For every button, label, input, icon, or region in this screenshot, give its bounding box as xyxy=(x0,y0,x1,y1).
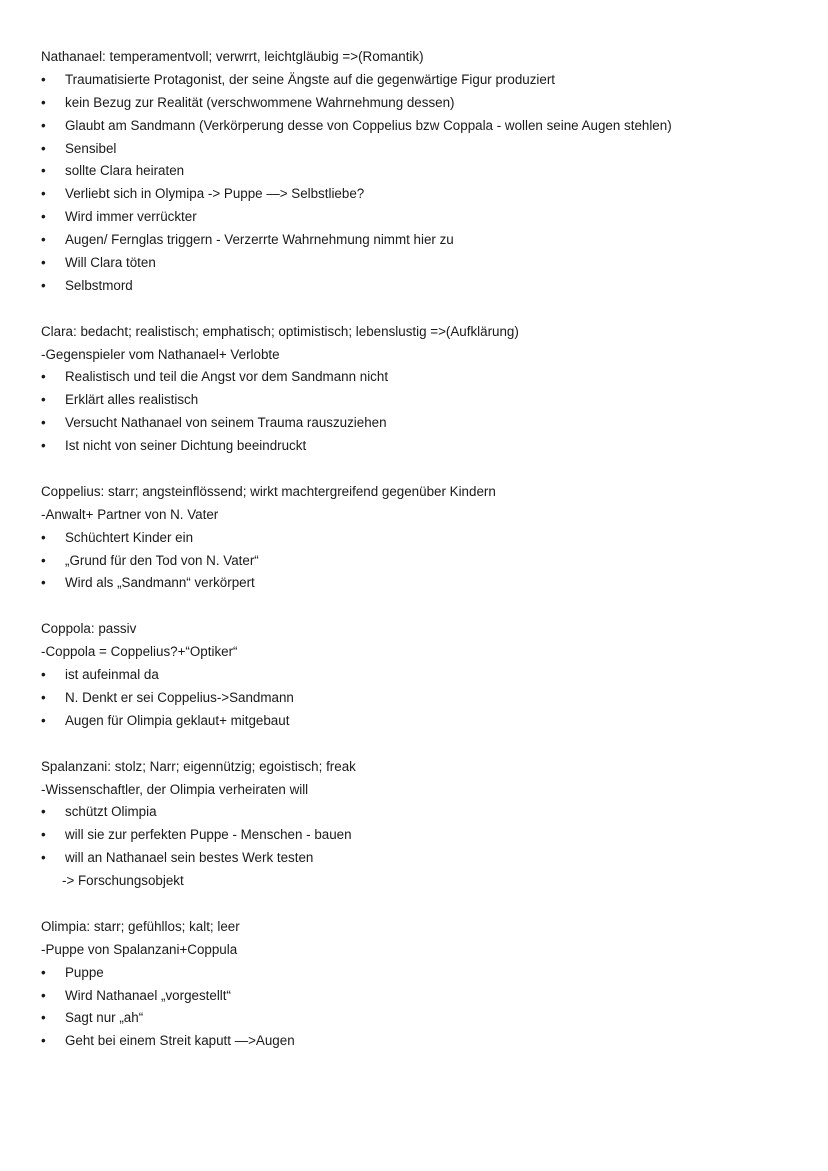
list-item-text: Selbstmord xyxy=(65,277,133,293)
list-item-text: Ist nicht von seiner Dichtung beeindruckt xyxy=(65,438,307,454)
list-item xyxy=(41,412,811,435)
bullet-icon: • xyxy=(41,117,46,133)
character-section-nathanael xyxy=(41,46,811,298)
list-item xyxy=(41,138,811,161)
list-item xyxy=(41,69,811,92)
list-item xyxy=(41,527,811,550)
section-subline: -Wissenschaftler, der Olimpia verheiraten will xyxy=(41,781,309,797)
list-item xyxy=(41,710,811,733)
bullet-icon: • xyxy=(41,186,46,202)
bullet-icon: • xyxy=(41,1033,46,1049)
list-item-text: Will Clara töten xyxy=(65,255,156,271)
bullet-icon: • xyxy=(41,415,46,431)
bullet-icon: • xyxy=(41,575,46,591)
bullet-icon: • xyxy=(41,369,46,385)
section-heading: Spalanzani: stolz; Narr; eigennützig; egoistisch; freak xyxy=(41,758,356,774)
list-item xyxy=(41,366,811,389)
bullet-icon: • xyxy=(41,438,46,454)
section-spacer xyxy=(41,595,811,618)
bullet-icon: • xyxy=(41,94,46,110)
list-item xyxy=(41,550,811,573)
bullet-icon: • xyxy=(41,277,46,293)
section-subline: -Puppe von Spalanzani+Coppula xyxy=(41,941,238,957)
bullet-icon: • xyxy=(41,209,46,225)
character-section-coppola xyxy=(41,618,811,732)
continuation-text: -> Forschungsobjekt xyxy=(62,873,184,889)
list-item xyxy=(41,801,811,824)
section-spacer xyxy=(41,893,811,916)
list-item xyxy=(41,1007,811,1030)
bullet-icon: • xyxy=(41,712,46,728)
list-item xyxy=(41,206,811,229)
list-item-text: Glaubt am Sandmann (Verkörperung desse von Coppelius bzw Coppala - wollen seine Augen stehlen) xyxy=(65,117,672,133)
list-item xyxy=(41,252,811,275)
list-item-text: Traumatisierte Protagonist, der seine Ängste auf die gegenwärtige Figur produziert xyxy=(65,71,556,87)
list-item-text: Wird als „Sandmann“ verkörpert xyxy=(65,575,255,591)
character-section-spalanzani xyxy=(41,756,811,893)
list-continuation xyxy=(41,870,811,893)
section-heading: Nathanael: temperamentvoll; verwrrt, leichtgläubig =>(Romantik) xyxy=(41,49,424,64)
bullet-icon: • xyxy=(41,552,46,568)
bullet-icon: • xyxy=(41,71,46,87)
section-subline: -Gegenspieler vom Nathanael+ Verlobte xyxy=(41,346,280,362)
list-item xyxy=(41,183,811,206)
bullet-icon: • xyxy=(41,987,46,1003)
bullet-icon: • xyxy=(41,850,46,866)
bullet-icon: • xyxy=(41,163,46,179)
bullet-icon: • xyxy=(41,140,46,156)
bullet-icon: • xyxy=(41,392,46,408)
bullet-icon: • xyxy=(41,804,46,820)
list-item-text: ist aufeinmal da xyxy=(65,667,159,683)
bullet-icon: • xyxy=(41,689,46,705)
list-item-text: Erklärt alles realistisch xyxy=(65,392,199,408)
list-item-text: N. Denkt er sei Coppelius->Sandmann xyxy=(65,689,294,705)
bullet-icon: • xyxy=(41,1010,46,1026)
list-item-text: Realistisch und teil die Angst vor dem Sandmann nicht xyxy=(65,369,389,385)
list-item xyxy=(41,92,811,115)
list-item-text: Versucht Nathanael von seinem Trauma rauszuziehen xyxy=(65,415,387,431)
list-item-text: „Grund für den Tod von N. Vater“ xyxy=(65,552,259,568)
list-item xyxy=(41,962,811,985)
list-item-text: sollte Clara heiraten xyxy=(65,163,185,179)
character-section-olimpia xyxy=(41,916,811,1053)
list-item xyxy=(41,664,811,687)
list-item-text: Wird Nathanael „vorgestellt“ xyxy=(65,987,231,1003)
document-body xyxy=(41,46,811,1053)
list-item xyxy=(41,160,811,183)
list-item xyxy=(41,572,811,595)
list-item-text: will an Nathanael sein bestes Werk testen xyxy=(65,850,314,866)
list-item-text: Sensibel xyxy=(65,140,117,156)
section-heading: Coppelius: starr; angsteinflössend; wirkt machtergreifend gegenüber Kindern xyxy=(41,483,496,499)
bullet-icon: • xyxy=(41,232,46,248)
list-item xyxy=(41,985,811,1008)
section-subline: -Anwalt+ Partner von N. Vater xyxy=(41,506,219,522)
list-item-text: kein Bezug zur Realität (verschwommene Wahrnehmung dessen) xyxy=(65,94,455,110)
character-section-coppelius xyxy=(41,481,811,595)
bullet-icon: • xyxy=(41,255,46,271)
list-item-text: Sagt nur „ah“ xyxy=(65,1010,144,1026)
bullet-icon: • xyxy=(41,667,46,683)
list-item xyxy=(41,275,811,298)
list-item xyxy=(41,1030,811,1053)
list-item-text: Augen für Olimpia geklaut+ mitgebaut xyxy=(65,712,290,728)
section-heading: Olimpia: starr; gefühllos; kalt; leer xyxy=(41,918,240,934)
list-item-text: Geht bei einem Streit kaputt —>Augen xyxy=(65,1033,295,1049)
character-section-clara xyxy=(41,321,811,458)
bullet-icon: • xyxy=(41,827,46,843)
list-item-text: Verliebt sich in Olymipa -> Puppe —> Selbstliebe? xyxy=(65,186,365,202)
list-item-text: Wird immer verrückter xyxy=(65,209,197,225)
list-item xyxy=(41,229,811,252)
section-spacer xyxy=(41,458,811,481)
section-subline: -Coppola = Coppelius?+“Optiker“ xyxy=(41,644,238,660)
bullet-icon: • xyxy=(41,964,46,980)
list-item xyxy=(41,824,811,847)
list-item-text: Puppe xyxy=(65,964,104,980)
list-item-text: schützt Olimpia xyxy=(65,804,157,820)
list-item-text: Augen/ Fernglas triggern - Verzerrte Wahrnehmung nimmt hier zu xyxy=(65,232,454,248)
section-heading: Clara: bedacht; realistisch; emphatisch; optimistisch; lebenslustig =>(Aufklärung) xyxy=(41,323,519,339)
list-item xyxy=(41,435,811,458)
section-heading: Coppola: passiv xyxy=(41,621,137,637)
list-item-text: will sie zur perfekten Puppe - Menschen - bauen xyxy=(65,827,352,843)
section-spacer xyxy=(41,733,811,756)
list-item xyxy=(41,687,811,710)
list-item xyxy=(41,847,811,870)
list-item-text: Schüchtert Kinder ein xyxy=(65,529,194,545)
list-item xyxy=(41,389,811,412)
list-item xyxy=(41,115,811,138)
bullet-icon: • xyxy=(41,529,46,545)
section-spacer xyxy=(41,298,811,321)
